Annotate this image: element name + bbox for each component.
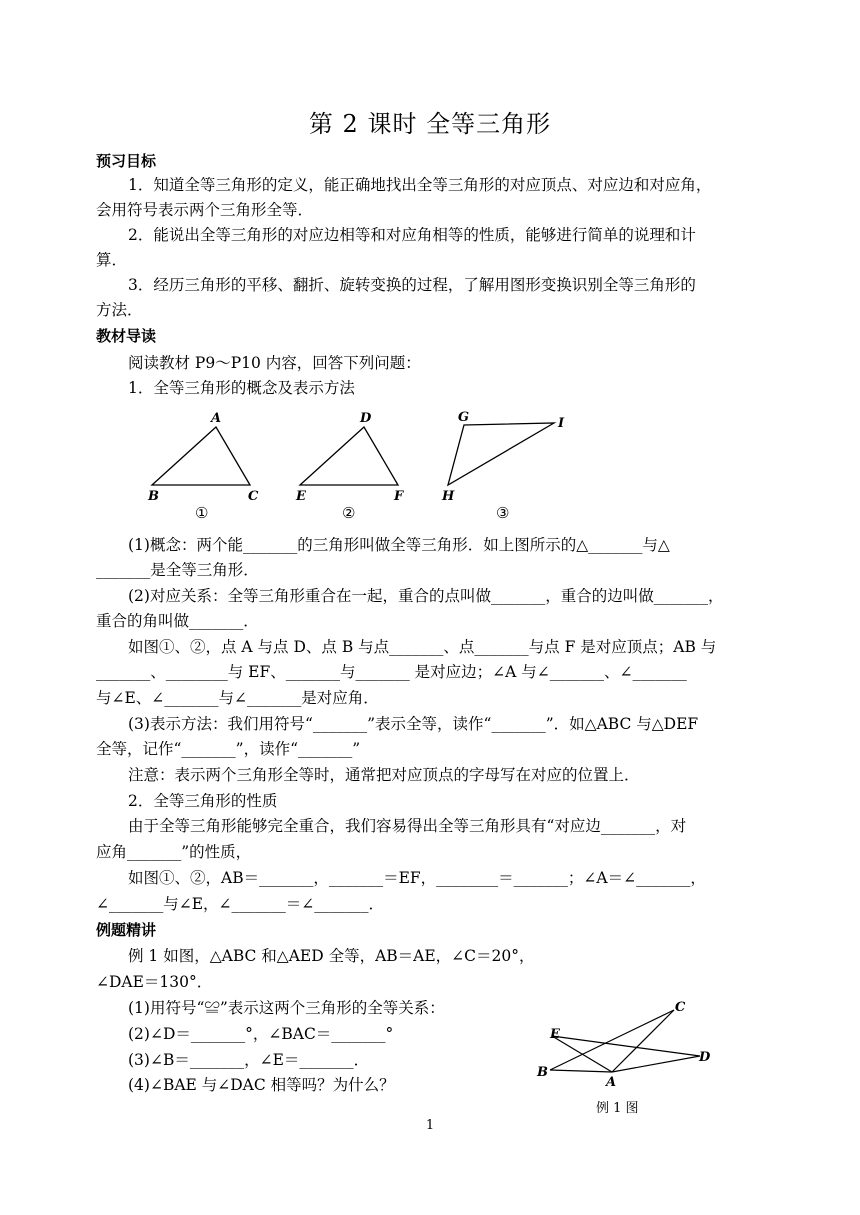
label-c: C <box>248 489 259 504</box>
figure-number-3: ③ <box>496 504 510 522</box>
example-1-figure <box>530 996 720 1100</box>
label-h: H <box>442 489 455 504</box>
label-i: I <box>558 416 565 431</box>
example-1-question-1: (1)用符号“≌”表示这两个三角形的全等关系： <box>128 999 445 1017</box>
vertices-line-a: 如图①、②，点 A 与点 D、点 B 与点_______、点_______与点 F 是对应顶点；AB 与 <box>128 638 717 656</box>
goal-2-line-a: 2．能说出全等三角形的对应边相等和对应角相等的性质，能够进行简单的说理和计 <box>128 226 696 244</box>
reading-instruction: 阅读教材 P9～P10 内容，回答下列问题： <box>128 354 421 372</box>
figure-number-2: ② <box>342 504 356 522</box>
example-1-figure-caption: 例 1 图 <box>596 1101 639 1116</box>
property-line-b: 应角_______”的性质， <box>96 843 252 861</box>
label-d: D <box>360 411 372 426</box>
label-e: E <box>550 1027 560 1042</box>
label-c: C <box>675 1000 686 1015</box>
notation-line-a: (3)表示方法：我们用符号“_______”表示全等，读作“_______”．如△ABC 与△DEF <box>128 715 699 733</box>
triangle-figure-3 <box>436 405 576 527</box>
example-1-question-4: (4)∠BAE 与∠DAC 相等吗？为什么？ <box>128 1076 395 1094</box>
note-line: 注意：表示两个三角形全等时，通常把对应顶点的字母写在对应的位置上． <box>128 766 640 784</box>
figure-number-1: ① <box>195 504 209 522</box>
label-g: G <box>458 410 470 425</box>
property-fill-line-b: ∠_______与∠E，∠_______＝∠_______． <box>96 895 385 913</box>
label-d: D <box>699 1050 711 1065</box>
correspondence-line-b: 重合的角叫做_______． <box>96 612 259 630</box>
label-b: B <box>148 489 159 504</box>
example-1-question-3: (3)∠B＝_______，∠E＝_______． <box>128 1051 370 1069</box>
vertices-line-c: 与∠E、∠_______与∠_______是对应角． <box>96 689 379 707</box>
notation-line-b: 全等，记作“_______”，读作“_______” <box>96 740 361 758</box>
goal-2-line-b: 算． <box>96 251 128 269</box>
concept-line-a: (1)概念：两个能_______的三角形叫做全等三角形．如上图所示的△_______与△ <box>128 536 670 554</box>
property-fill-line-a: 如图①、②，AB＝_______，_______＝EF，________＝_______；∠A＝∠_______， <box>128 869 706 887</box>
correspondence-line-a: (2)对应关系：全等三角形重合在一起，重合的点叫做_______，重合的边叫做_______， <box>128 587 724 605</box>
goal-3-line-a: 3．经历三角形的平移、翻折、旋转变换的过程，了解用图形变换识别全等三角形的 <box>128 276 696 294</box>
goal-3-line-b: 方法． <box>96 301 143 319</box>
label-a: A <box>211 411 222 426</box>
page-title: 第 2 课时 全等三角形 <box>308 110 552 138</box>
vertices-line-b: _______、________与 EF、_______与_______ 是对应边；∠A 与∠_______、∠_______ <box>96 663 687 681</box>
property-line-a: 由于全等三角形能够完全重合，我们容易得出全等三角形具有“对应边_______，对 <box>128 817 687 835</box>
example-1-question-2: (2)∠D＝_______°，∠BAC＝_______° <box>128 1025 394 1043</box>
section-preview-goals: 预习目标 <box>96 152 157 170</box>
question-1-heading: 1．全等三角形的概念及表示方法 <box>128 379 355 397</box>
concept-line-b: _______是全等三角形． <box>96 561 259 579</box>
label-b: B <box>537 1065 548 1080</box>
example-1-line-b: ∠DAE＝130°． <box>96 973 213 991</box>
goal-1-line-b: 会用符号表示两个三角形全等． <box>96 201 314 219</box>
label-f: F <box>394 489 404 504</box>
goal-1-line-a: 1．知道全等三角形的定义，能正确地找出全等三角形的对应顶点、对应边和对应角， <box>128 176 712 194</box>
section-example-study: 例题精讲 <box>96 921 157 939</box>
triangle-figure-2 <box>288 405 418 527</box>
label-e: E <box>296 489 306 504</box>
question-2-heading: 2．全等三角形的性质 <box>128 792 278 810</box>
page-number: 1 <box>425 1118 435 1133</box>
label-a: A <box>606 1075 617 1090</box>
triangle-figure-1 <box>138 405 268 527</box>
section-textbook-guide: 教材导读 <box>96 327 157 345</box>
example-1-line-a: 例 1 如图，△ABC 和△AED 全等，AB＝AE，∠C＝20°， <box>128 947 535 965</box>
